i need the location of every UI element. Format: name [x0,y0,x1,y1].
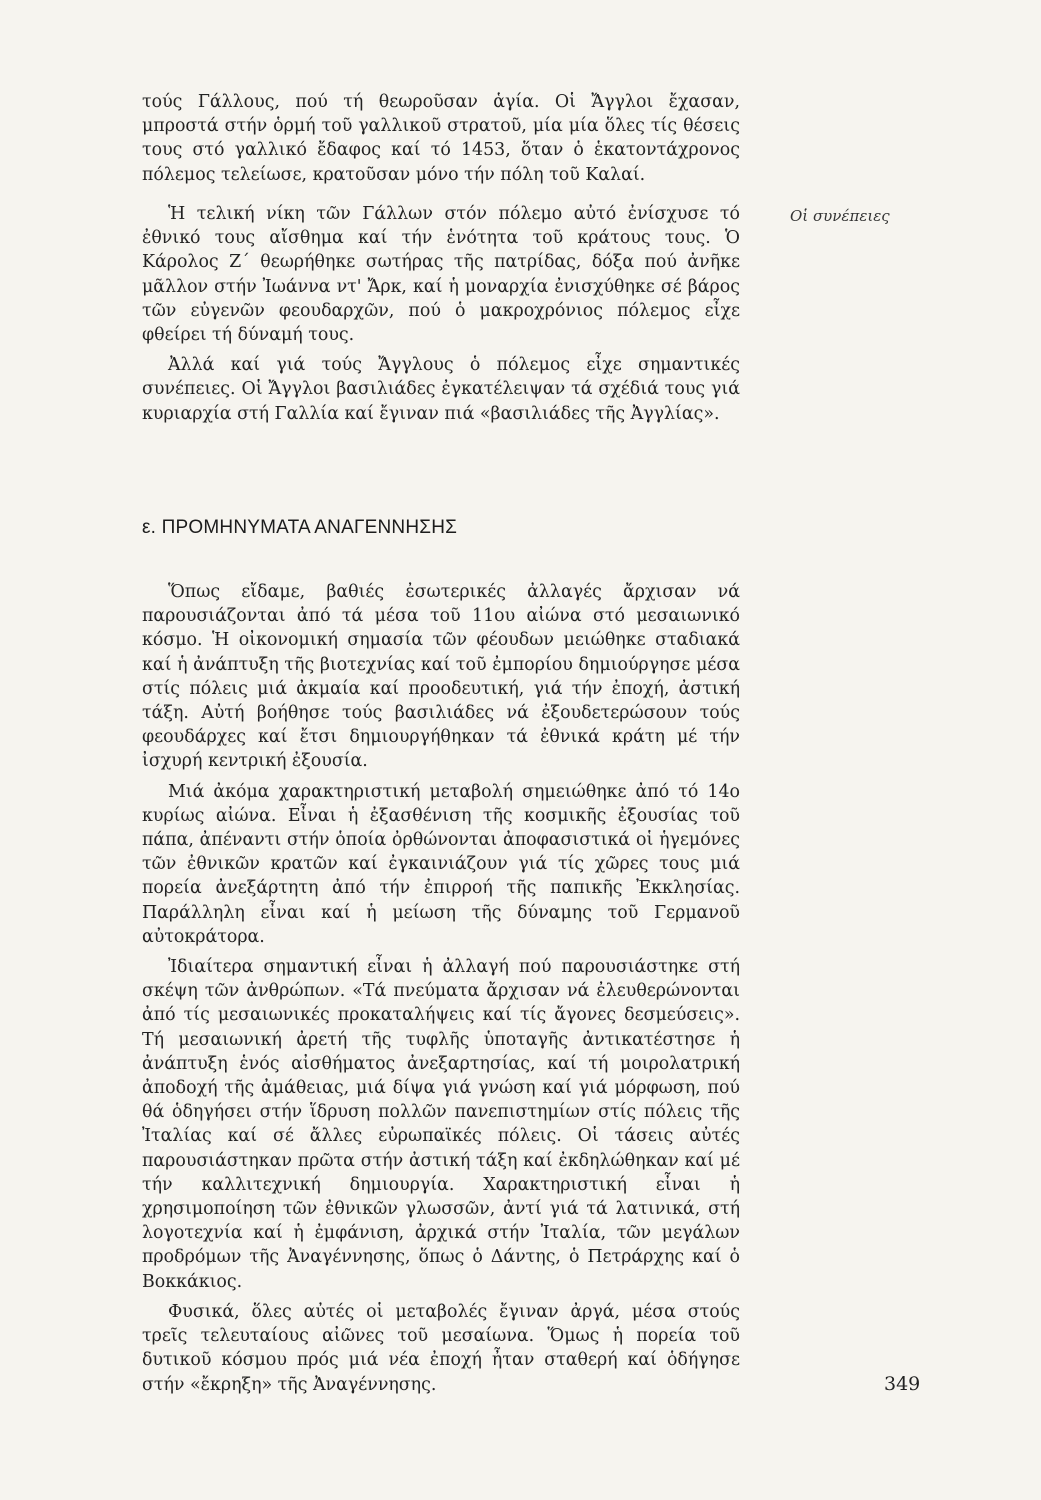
paragraph: Ἀλλά καί γιά τούς Ἄγγλους ὁ πόλεμος εἶχε σημαντικές συνέπειες. Οἱ Ἄγγλοι βασιλιάδες ἐγκατέλειψαν τά σχέδιά τους γιά κυριαρχία στή Γαλλία καί ἔγιναν πιά «βασιλιάδες τῆς Ἀγγλίας». [142,355,740,424]
paragraph: Φυσικά, ὅλες αὐτές οἱ μεταβολές ἔγιναν ἀργά, μέσα στούς τρεῖς τελευταίους αἰῶνες τοῦ μεσαίωνα. Ὅμως ἡ πορεία τοῦ δυτικοῦ κόσμου πρός μιά νέα ἐποχή ἦταν σταθερή καί ὁδήγησε στήν «ἔκρηξη» τῆς Ἀναγέννησης. [142,1301,740,1395]
text-block-section [142,580,740,1397]
page-number: 349 [884,1373,921,1395]
text-block-consequences [142,202,740,426]
section-heading: ε. ΠΡΟΜΗΝΥΜΑΤΑ ΑΝΑΓΕΝΝΗΣΗΣ [142,517,458,538]
paragraph: τούς Γάλλους, πού τή θεωροῦσαν ἁγία. Οἱ Ἄγγλοι ἔχασαν, μπροστά στήν ὁρμή τοῦ γαλλικοῦ στρατοῦ, μία μία ὅλες τίς θέσεις τους στό γαλλικό ἔδαφος καί τό 1453, ὅταν ὁ ἑκατοντάχρονος πόλεμος τελείωσε, κρατοῦσαν μόνο τήν πόλη τοῦ Καλαί. [142,92,740,185]
paragraph: Ἰδιαίτερα σημαντική εἶναι ἡ ἀλλαγή πού παρουσιάστηκε στή σκέψη τῶν ἀνθρώπων. «Τά πνεύματα ἄρχισαν νά ἐλευθερώνονται ἀπό τίς μεσαιωνικές προκαταλήψεις καί τίς ἄγονες δεσμεύσεις». Τή μεσαιωνική ἀρετή τῆς τυφλῆς ὑποταγῆς ἀντικατέστησε ἡ ἀνάπτυξη ἑνός αἰσθήματος ἀνεξαρτησίας, καί τή μοιρολατρική ἀποδοχή τῆς ἀμάθειας, μιά δίψα γιά γνώση καί γιά μόρφωση, πού θά ὁδηγήσει στήν ἵδρυση πολλῶν πανεπιστημίων στίς πόλεις τῆς Ἰταλίας καί σέ ἄλλες εὐρωπαϊκές πόλεις. Οἱ τάσεις αὐτές παρουσιάστηκαν πρῶτα στήν ἀστική τάξη καί ἐκδηλώθηκαν καί μέ τήν καλλιτεχνική δημιουργία. Χαρακτηριστική εἶναι ἡ χρησιμοποίηση τῶν ἐθνικῶν γλωσσῶν, ἀντί γιά τά λατινικά, στή λογοτεχνία καί ἡ ἐμφάνιση, ἀρχικά στήν Ἰταλία, τῶν μεγάλων προδρόμων τῆς Ἀναγέννησης, ὅπως ὁ Δάντης, ὁ Πετράρχης καί ὁ Βοκκάκιος. [142,957,740,1292]
paragraph: Ἡ τελική νίκη τῶν Γάλλων στόν πόλεμο αὐτό ἐνίσχυσε τό ἐθνικό τους αἴσθημα καί τήν ἑνότητα τοῦ κράτους τους. Ὁ Κάρολος Ζ΄ θεωρήθηκε σωτήρας τῆς πατρίδας, δόξα πού ἀνῆκε μᾶλλον στήν Ἰωάννα ντ' Ἄρκ, καί ἡ μοναρχία ἐνισχύθηκε σέ βάρος τῶν εὐγενῶν φεουδαρχῶν, πού ὁ μακροχρόνιος πόλεμος εἶχε φθείρει τή δύναμή τους. [142,204,740,346]
paragraph: Ὅπως εἴδαμε, βαθιές ἐσωτερικές ἀλλαγές ἄρχισαν νά παρουσιάζονται ἀπό τά μέσα τοῦ 11ου αἰώνα στό μεσαιωνικό κόσμο. Ἡ οἰκονομική σημασία τῶν φέουδων μειώθηκε σταδιακά καί ἡ ἀνάπτυξη τῆς βιοτεχνίας καί τοῦ ἐμπορίου δημιούργησε μέσα στίς πόλεις μιά ἀκμαία καί προοδευτική, γιά τήν ἐποχή, ἀστική τάξη. Αὐτή βοήθησε τούς βασιλιάδες νά ἐξουδετερώσουν τούς φεουδάρχες καί ἔτσι δημιουργήθηκαν τά ἐθνικά κράτη μέ τήν ἰσχυρή κεντρική ἐξουσία. [142,582,740,772]
paragraph: Μιά ἀκόμα χαρακτηριστική μεταβολή σημειώθηκε ἀπό τό 14ο κυρίως αἰώνα. Εἶναι ἡ ἐξασθένιση τῆς κοσμικῆς ἐξουσίας τοῦ πάπα, ἀπέναντι στήν ὁποία ὀρθώνονται ἀποφασιστικά οἱ ἡγεμόνες τῶν ἐθνικῶν κρατῶν καί ἐγκαινιάζουν γιά τίς χῶρες τους μιά πορεία ἀνεξάρτητη ἀπό τήν ἐπιρροή τῆς παπικῆς Ἐκκλησίας. Παράλληλη εἶναι καί ἡ μείωση τῆς δύναμης τοῦ Γερμανοῦ αὐτοκράτορα. [142,781,740,947]
text-block-continuation [142,90,740,187]
margin-note: Οἱ συνέπειες [790,207,890,225]
